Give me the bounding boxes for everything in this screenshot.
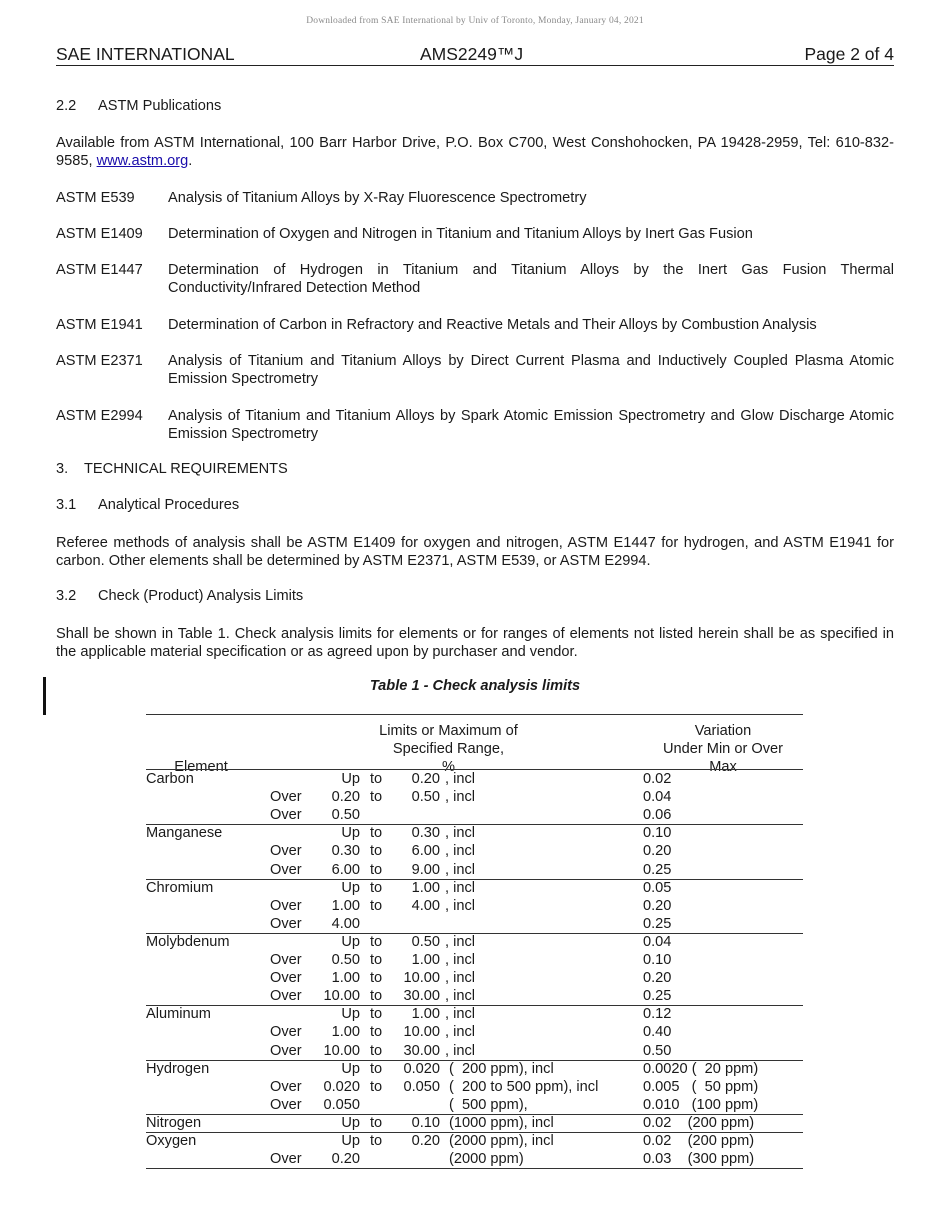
range-to: to [370, 897, 383, 914]
range-prefix: Over [270, 915, 302, 932]
range-low: 0.50 [331, 807, 360, 824]
range-to: to [370, 970, 383, 987]
range-low: 1.00 [331, 897, 360, 914]
range-high: 30.00 [403, 1042, 440, 1059]
range-low: 1.00 [331, 970, 360, 987]
range-prefix: Over [270, 1151, 302, 1168]
range-low: 4.00 [331, 915, 360, 932]
analysis-limits-paragraph: Shall be shown in Table 1. Check analysis limits for elements or for ranges of elements not listed herein shall be as specified in the applicable material specification or as agreed upon by purchaser and vendor. [56, 626, 894, 660]
table-row [146, 897, 803, 915]
table-row [146, 1096, 803, 1114]
table-row [146, 1023, 803, 1041]
range-low: Up [341, 1133, 360, 1149]
table-top-rule [146, 714, 803, 715]
variation-value: 0.25 [643, 915, 672, 932]
reference-code: ASTM E2994 [56, 408, 143, 424]
variation-value: 0.06 [643, 807, 672, 824]
table-row [146, 951, 803, 969]
range-high: 0.10 [411, 1114, 440, 1131]
table-row [146, 915, 803, 933]
download-watermark: Downloaded from SAE International by Univ of Toronto, Monday, January 04, 2021 [306, 16, 644, 26]
variation-value: 0.02 (200 ppm) [643, 1114, 755, 1131]
element-name: Manganese [146, 825, 223, 842]
range-prefix: Over [270, 988, 302, 1005]
range-high: 9.00 [411, 861, 440, 878]
range-suffix: ( 200 ppm), incl [445, 1060, 554, 1077]
range-to: to [370, 789, 383, 806]
table-row [146, 987, 803, 1005]
range-suffix: , incl [445, 843, 476, 860]
range-suffix: (2000 ppm), incl [445, 1133, 554, 1149]
range-prefix: Over [270, 952, 302, 968]
range-prefix: Over [270, 1096, 302, 1113]
range-high: 0.30 [411, 825, 440, 842]
variation-value: 0.25 [643, 861, 672, 878]
element-name: Hydrogen [146, 1060, 210, 1077]
section-number: 3. [56, 461, 69, 477]
table-row [146, 879, 803, 897]
variation-value: 0.05 [643, 879, 672, 896]
range-prefix: Over [270, 1024, 302, 1041]
range-prefix: Over [270, 789, 302, 806]
availability-text: Available from ASTM International, 100 Barr Harbor Drive, P.O. Box C700, West Conshohocken, PA 19428-2959, Tel: 610-832-9585, [56, 135, 894, 169]
range-to: to [370, 1133, 383, 1149]
range-to: to [370, 988, 383, 1005]
range-high: 0.020 [403, 1060, 440, 1077]
range-low: Up [341, 1006, 360, 1023]
range-to: to [370, 825, 383, 842]
variation-value: 0.40 [643, 1024, 672, 1041]
reference-description: Analysis of Titanium and Titanium Alloys by Spark Atomic Emission Spectrometry and Glow Discharge Atomic Emission Spectrometry [168, 408, 894, 442]
range-high: 10.00 [403, 970, 440, 987]
header-limits-line: % [442, 759, 455, 775]
table-row [146, 1005, 803, 1023]
range-low: 0.050 [323, 1096, 360, 1113]
range-to: to [370, 1024, 383, 1041]
reference-code: ASTM E1941 [56, 317, 143, 333]
range-suffix: , incl [445, 1006, 476, 1023]
range-to: to [370, 933, 383, 950]
range-to: to [370, 952, 383, 968]
range-suffix: , incl [445, 988, 476, 1005]
analytical-procedures-paragraph: Referee methods of analysis shall be ASTM E1409 for oxygen and nitrogen, ASTM E1447 for hydrogen, and ASTM E1941 for carbon. Other elements shall be determined by ASTM E2371, ASTM E539, or ASTM E2994. [56, 535, 894, 569]
table-row [146, 806, 803, 824]
table-row [146, 861, 803, 879]
table-row [146, 1078, 803, 1096]
variation-value: 0.03 (300 ppm) [643, 1151, 755, 1168]
variation-value: 0.10 [643, 825, 672, 842]
range-prefix: Over [270, 1078, 302, 1095]
header-doc-number: AMS2249™J [420, 44, 524, 64]
variation-value: 0.010 (100 ppm) [643, 1096, 759, 1113]
page-header [56, 44, 894, 66]
range-low: Up [341, 879, 360, 896]
variation-value: 0.02 (200 ppm) [643, 1133, 755, 1149]
range-to: to [370, 843, 383, 860]
table-row [146, 842, 803, 860]
table-caption: Table 1 - Check analysis limits [369, 678, 581, 694]
variation-value: 0.04 [643, 933, 672, 950]
table-row [146, 1114, 803, 1132]
range-low: 0.50 [331, 952, 360, 968]
availability-paragraph [56, 134, 894, 170]
range-high: 10.00 [403, 1024, 440, 1041]
element-name: Nitrogen [146, 1114, 202, 1131]
reference-code: ASTM E1447 [56, 262, 143, 278]
range-prefix: Over [270, 843, 302, 860]
range-suffix: , incl [445, 970, 476, 987]
range-high: 4.00 [411, 897, 440, 914]
header-publisher: SAE INTERNATIONAL [56, 44, 235, 64]
range-low: 10.00 [323, 1042, 360, 1059]
element-name: Carbon [146, 771, 194, 787]
variation-value: 0.04 [643, 789, 672, 806]
range-low: Up [341, 933, 360, 950]
range-suffix: (1000 ppm), incl [445, 1114, 554, 1131]
range-to: to [370, 1042, 383, 1059]
variation-value: 0.50 [643, 1042, 672, 1059]
range-suffix: , incl [445, 771, 476, 787]
header-limits-line: Limits or Maximum of [379, 723, 518, 739]
range-to: to [370, 1060, 383, 1077]
header-variation-line: Variation [694, 723, 752, 739]
range-to: to [370, 861, 383, 878]
astm-website-link[interactable]: www.astm.org [96, 153, 189, 169]
table-row [146, 770, 803, 788]
range-suffix: , incl [445, 933, 476, 950]
range-prefix: Over [270, 897, 302, 914]
range-suffix: , incl [445, 1042, 476, 1059]
reference-description: Analysis of Titanium Alloys by X-Ray Fluorescence Spectrometry [168, 190, 587, 206]
header-page-number: Page 2 of 4 [804, 44, 894, 64]
range-high: 6.00 [411, 843, 440, 860]
range-low: Up [341, 825, 360, 842]
range-low: Up [341, 771, 360, 787]
range-suffix: , incl [445, 952, 476, 968]
range-low: Up [341, 1114, 360, 1131]
table-row [146, 1042, 803, 1060]
range-suffix: (2000 ppm) [445, 1151, 524, 1168]
range-suffix: ( 200 to 500 ppm), incl [445, 1078, 599, 1095]
range-low: 0.020 [323, 1078, 360, 1095]
section-number: 3.2 [56, 588, 77, 604]
range-suffix: , incl [445, 879, 476, 896]
variation-value: 0.20 [643, 843, 672, 860]
range-high: 0.50 [411, 789, 440, 806]
element-name: Oxygen [146, 1133, 197, 1149]
range-to: to [370, 1078, 383, 1095]
range-to: to [370, 1114, 383, 1131]
variation-value: 0.02 [643, 771, 672, 787]
header-variation-line: Under Min or Over [662, 741, 784, 757]
header-element: Element [174, 759, 228, 775]
range-low: 10.00 [323, 988, 360, 1005]
element-name: Chromium [146, 879, 214, 896]
range-high: 0.050 [403, 1078, 440, 1095]
group-rule [146, 1168, 803, 1169]
table-row [146, 1060, 803, 1078]
range-low: Up [341, 1060, 360, 1077]
range-prefix: Over [270, 807, 302, 824]
range-high: 1.00 [411, 1006, 440, 1023]
section-number: 3.1 [56, 497, 77, 513]
table-row [146, 969, 803, 987]
section-title: ASTM Publications [98, 98, 222, 114]
range-high: 30.00 [403, 988, 440, 1005]
variation-value: 0.25 [643, 988, 672, 1005]
range-suffix: , incl [445, 825, 476, 842]
range-low: 0.20 [331, 1151, 360, 1168]
range-to: to [370, 879, 383, 896]
range-low: 6.00 [331, 861, 360, 878]
header-limits-line: Specified Range, [392, 741, 505, 757]
table-row [146, 1132, 803, 1150]
reference-code: ASTM E2371 [56, 353, 143, 369]
range-low: 0.30 [331, 843, 360, 860]
range-suffix: ( 500 ppm), [445, 1096, 528, 1113]
header-variation [642, 722, 804, 776]
element-name: Aluminum [146, 1006, 211, 1023]
section-title: Analytical Procedures [98, 497, 240, 513]
range-prefix: Over [270, 861, 302, 878]
reference-description: Analysis of Titanium and Titanium Alloys by Direct Current Plasma and Inductively Coupled Plasma Atomic Emission Spectrometry [168, 353, 894, 387]
element-name: Molybdenum [146, 933, 230, 950]
variation-value: 0.005 ( 50 ppm) [643, 1078, 759, 1095]
range-high: 0.20 [411, 1133, 440, 1149]
section-number: 2.2 [56, 98, 77, 114]
header-limits [326, 722, 571, 776]
variation-value: 0.20 [643, 970, 672, 987]
range-high: 0.50 [411, 933, 440, 950]
range-prefix: Over [270, 1042, 302, 1059]
range-to: to [370, 1006, 383, 1023]
section-title: TECHNICAL REQUIREMENTS [84, 461, 288, 477]
range-suffix: , incl [445, 789, 476, 806]
reference-code: ASTM E539 [56, 190, 135, 206]
header-variation-line: Max [709, 759, 737, 775]
availability-end: . [188, 153, 193, 169]
table-row [146, 824, 803, 842]
variation-value: 0.12 [643, 1006, 672, 1023]
section-title: Check (Product) Analysis Limits [98, 588, 304, 604]
range-to: to [370, 771, 383, 787]
range-low: 1.00 [331, 1024, 360, 1041]
range-low: 0.20 [331, 789, 360, 806]
reference-description: Determination of Hydrogen in Titanium and Titanium Alloys by the Inert Gas Fusion Thermal Conductivity/Infrared Detection Method [168, 262, 894, 296]
reference-code: ASTM E1409 [56, 226, 143, 242]
variation-value: 0.10 [643, 952, 672, 968]
table-row [146, 933, 803, 951]
range-prefix: Over [270, 970, 302, 987]
range-suffix: , incl [445, 861, 476, 878]
range-high: 1.00 [411, 952, 440, 968]
range-high: 0.20 [411, 771, 440, 787]
table-row [146, 1150, 803, 1168]
variation-value: 0.0020 ( 20 ppm) [643, 1060, 759, 1077]
range-high: 1.00 [411, 879, 440, 896]
reference-description: Determination of Oxygen and Nitrogen in Titanium and Titanium Alloys by Inert Gas Fusion [168, 226, 753, 242]
reference-description: Determination of Carbon in Refractory and Reactive Metals and Their Alloys by Combustion Analysis [168, 317, 817, 333]
variation-value: 0.20 [643, 897, 672, 914]
table-row [146, 788, 803, 806]
range-suffix: , incl [445, 1024, 476, 1041]
range-suffix: , incl [445, 897, 476, 914]
